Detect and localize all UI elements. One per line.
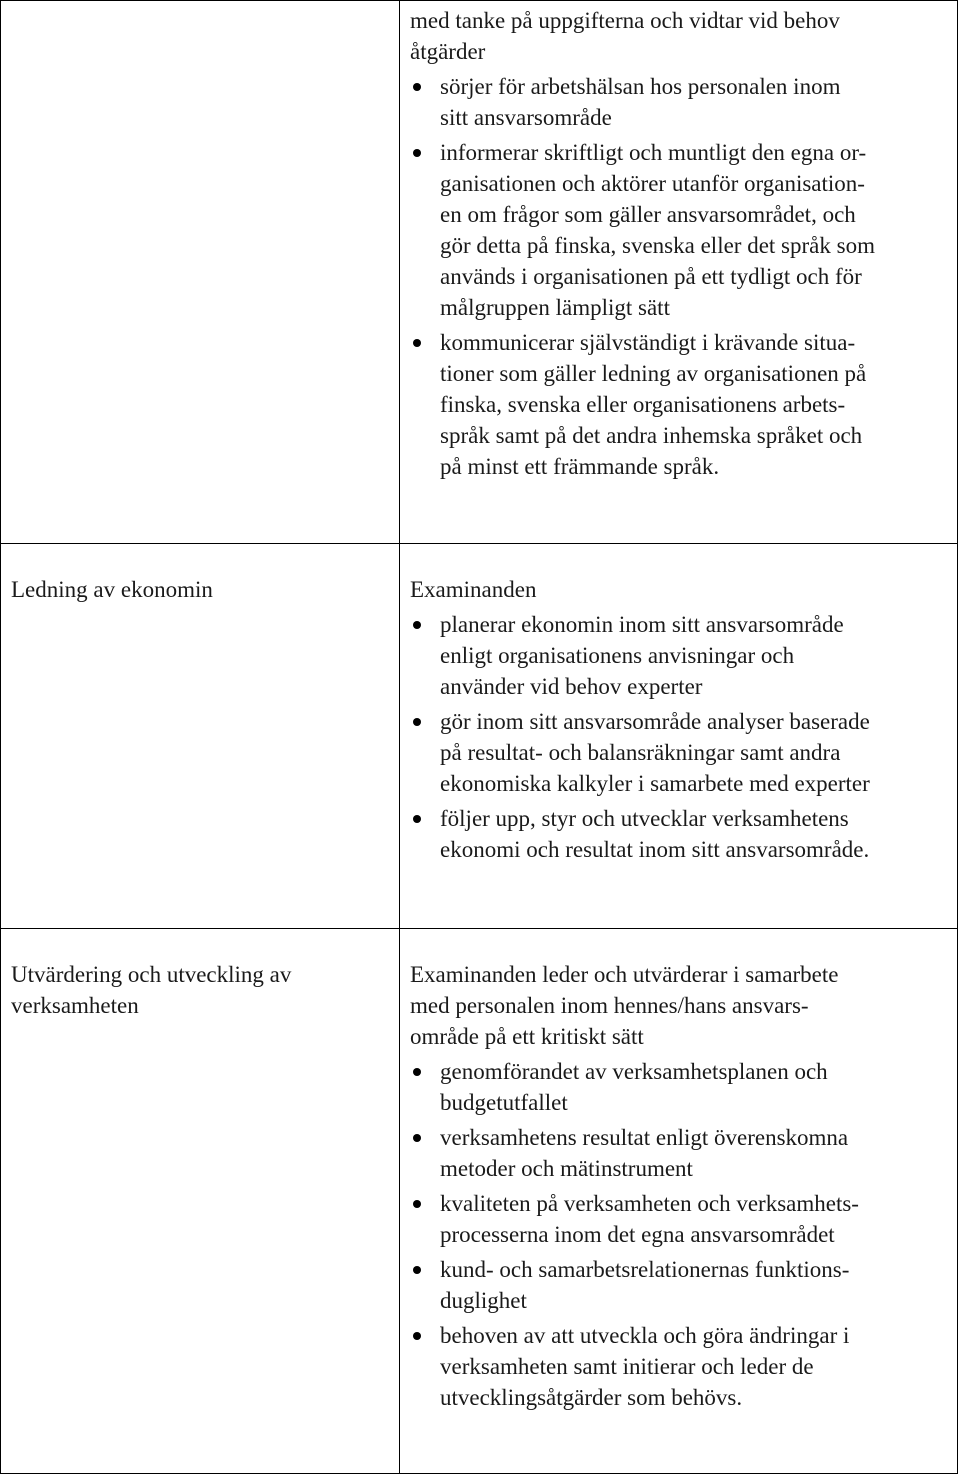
text-line: ganisationen och aktörer utanför organisation- xyxy=(440,171,865,196)
text-line: enligt organisationens anvisningar och xyxy=(440,643,795,668)
text-line: gör detta på finska, svenska eller det språk som xyxy=(440,233,875,258)
list-item xyxy=(410,137,951,323)
row-content-cell xyxy=(400,929,958,1474)
row-content-cell xyxy=(400,544,958,929)
bullet-icon xyxy=(413,149,421,157)
text-line: duglighet xyxy=(440,1288,527,1313)
bullet-icon xyxy=(413,621,421,629)
text-line: tioner som gäller ledning av organisationen på xyxy=(440,361,867,386)
text-line: med personalen inom hennes/hans ansvars- xyxy=(410,993,809,1018)
text-line: ekonomi och resultat inom sitt ansvarsområde. xyxy=(440,837,870,862)
text-line: målgruppen lämpligt sätt xyxy=(440,295,670,320)
list-item xyxy=(410,803,951,865)
list-item xyxy=(410,1122,951,1184)
text-line: gör inom sitt ansvarsområde analyser baserade xyxy=(440,709,870,734)
list-item xyxy=(410,609,951,702)
list-item xyxy=(410,327,951,482)
text-line: på minst ett främmande språk. xyxy=(440,454,720,479)
intro-text xyxy=(410,959,951,1052)
bullet-icon xyxy=(413,1266,421,1274)
bullet-icon xyxy=(413,1068,421,1076)
text-line: verksamheten samt initierar och leder de xyxy=(440,1354,814,1379)
list-item xyxy=(410,1188,951,1250)
text-line: används i organisationen på ett tydligt och för xyxy=(440,264,862,289)
text-line: Examinanden leder och utvärderar i samarbete xyxy=(410,962,839,987)
text-line: åtgärder xyxy=(410,39,486,64)
list-item xyxy=(410,1320,951,1413)
bullet-list xyxy=(410,609,951,865)
list-item xyxy=(410,1254,951,1316)
text-line: ekonomiska kalkyler i samarbete med experter xyxy=(440,771,870,796)
bullet-icon xyxy=(413,1134,421,1142)
row-label-cell xyxy=(1,929,400,1474)
text-line: genomförandet av verksamhetsplanen och xyxy=(440,1059,828,1084)
text-line: verksamhetens resultat enligt överenskomna xyxy=(440,1125,849,1150)
bullet-icon xyxy=(413,1200,421,1208)
bullet-icon xyxy=(413,718,421,726)
text-line: sörjer för arbetshälsan hos personalen inom xyxy=(440,74,841,99)
text-line: sitt ansvarsområde xyxy=(440,105,612,130)
bullet-list xyxy=(410,1056,951,1413)
bullet-icon xyxy=(413,339,421,347)
text-line: planerar ekonomin inom sitt ansvarsområde xyxy=(440,612,844,637)
text-line: område på ett kritiskt sätt xyxy=(410,1024,644,1049)
list-item xyxy=(410,1056,951,1118)
row-content-cell xyxy=(400,1,958,544)
bullet-icon xyxy=(413,1332,421,1340)
table-row xyxy=(1,929,958,1474)
text-line: kommunicerar självständigt i krävande situa- xyxy=(440,330,856,355)
list-item xyxy=(410,71,951,133)
row-label: verksamheten xyxy=(11,993,139,1018)
row-label-cell xyxy=(1,1,400,544)
row-label-cell xyxy=(1,544,400,929)
text-line: kvaliteten på verksamheten och verksamhets- xyxy=(440,1191,859,1216)
text-line: använder vid behov experter xyxy=(440,674,703,699)
list-item xyxy=(410,706,951,799)
text-line: på resultat- och balansräkningar samt andra xyxy=(440,740,841,765)
text-line: en om frågor som gäller ansvarsområdet, och xyxy=(440,202,856,227)
text-line: kund- och samarbetsrelationernas funktions- xyxy=(440,1257,850,1282)
table-row xyxy=(1,544,958,929)
text-line: behoven av att utveckla och göra ändringar i xyxy=(440,1323,850,1348)
bullet-list xyxy=(410,71,951,482)
text-line: informerar skriftligt och muntligt den egna or- xyxy=(440,140,867,165)
text-line: med tanke på uppgifterna och vidtar vid behov xyxy=(410,8,840,33)
text-line: följer upp, styr och utvecklar verksamhetens xyxy=(440,806,849,831)
bullet-icon xyxy=(413,83,421,91)
table-row xyxy=(1,1,958,544)
text-line: finska, svenska eller organisationens arbets- xyxy=(440,392,846,417)
text-line: metoder och mätinstrument xyxy=(440,1156,693,1181)
text-line: processerna inom det egna ansvarsområdet xyxy=(440,1222,835,1247)
row-label: Ledning av ekonomin xyxy=(11,577,213,602)
text-line: språk samt på det andra inhemska språket och xyxy=(440,423,863,448)
bullet-icon xyxy=(413,815,421,823)
row-label: Utvärdering och utveckling av xyxy=(11,962,292,987)
text-line: Examinanden xyxy=(410,577,537,602)
intro-text xyxy=(410,574,951,605)
text-line: budgetutfallet xyxy=(440,1090,568,1115)
text-line: utvecklingsåtgärder som behövs. xyxy=(440,1385,743,1410)
continuation-text xyxy=(410,5,951,67)
